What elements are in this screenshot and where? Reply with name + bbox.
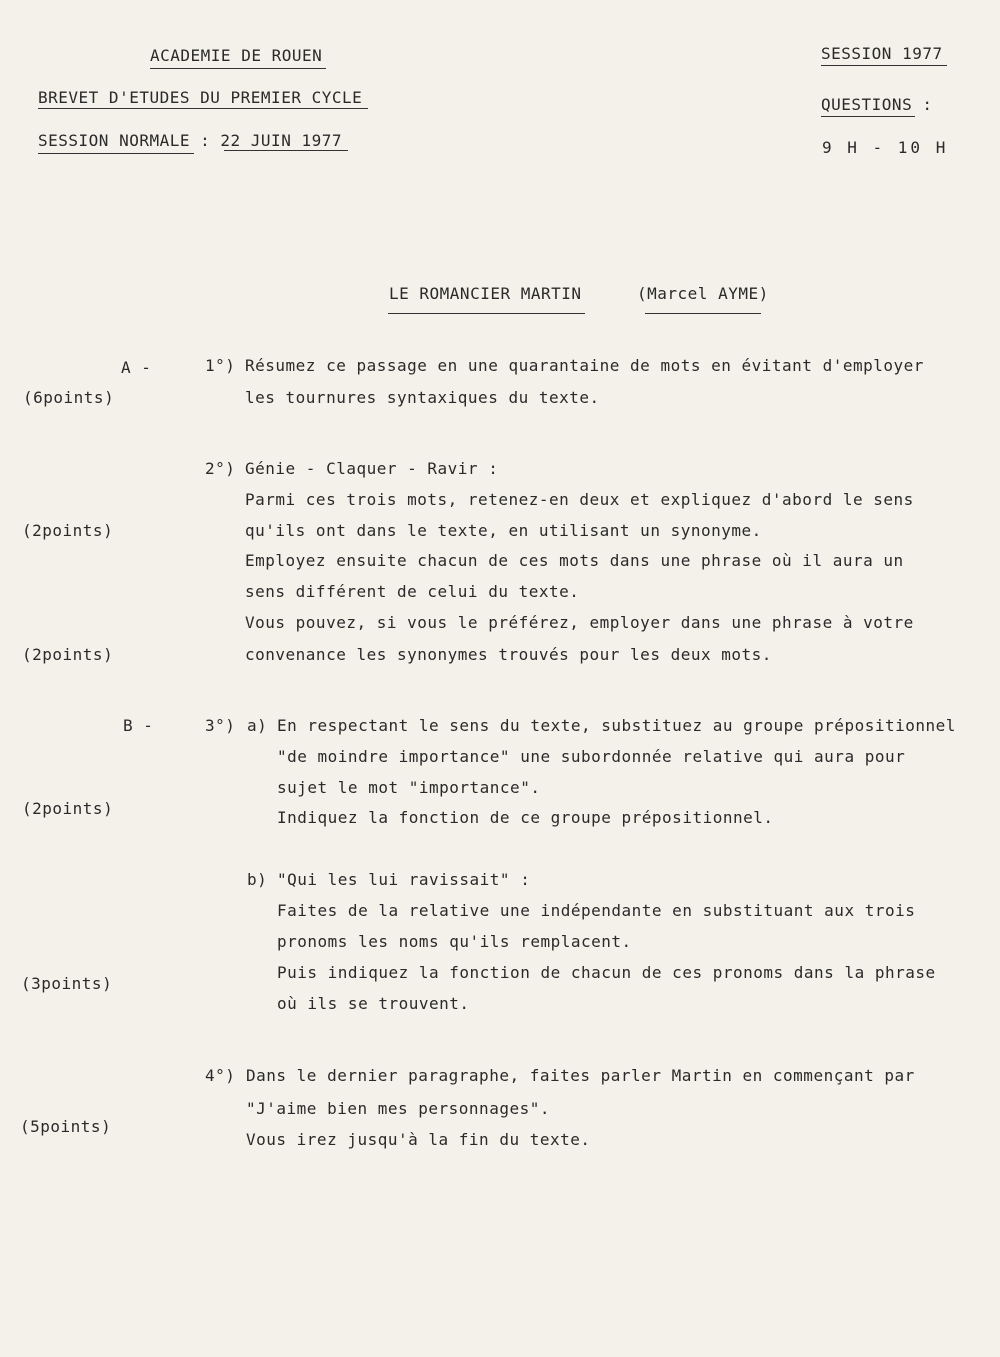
questions-label: QUESTIONS : [821,95,933,114]
q3b-line: Puis indiquez la fonction de chacun de ces pronoms dans la phrase [277,963,936,982]
q2-line: Parmi ces trois mots, retenez-en deux et expliquez d'abord le sens [245,490,914,509]
points-q3b: (3points) [21,974,113,993]
session-year-underline [821,65,947,66]
q3-number: 3°) [205,716,236,735]
academy-name: ACADEMIE DE ROUEN [150,46,323,65]
exam-name: BREVET D'ETUDES DU PREMIER CYCLE [38,88,363,107]
q3a-line: Indiquez la fonction de ce groupe prépositionnel. [277,808,774,827]
q3b-label: b) [247,870,268,889]
q4-line: "J'aime bien mes personnages". [246,1099,550,1118]
q3b-line: Faites de la relative une indépendante en substituant aux trois [277,901,916,920]
text-title: LE ROMANCIER MARTIN [389,284,582,303]
exam-time: 9 H - 10 H [822,138,949,157]
section-b-label: B - [123,716,154,735]
q4-line: Dans le dernier paragraphe, faites parler Martin en commençant par [246,1066,915,1085]
title-underline [388,313,585,314]
exam-name-underline [38,108,368,109]
points-q4: (5points) [20,1117,112,1136]
session-underline [38,153,194,154]
q2-line: Génie - Claquer - Ravir : [245,459,499,478]
author-underline [645,313,761,314]
q2-line: sens différent de celui du texte. [245,582,580,601]
q3a-line: En respectant le sens du texte, substituez au groupe prépositionnel [277,716,956,735]
points-q2-second: (2points) [22,645,114,664]
q3a-line: sujet le mot "importance". [277,778,541,797]
q4-line: Vous irez jusqu'à la fin du texte. [246,1130,591,1149]
q2-number: 2°) [205,459,236,478]
q3b-line: où ils se trouvent. [277,994,470,1013]
questions-underline [821,116,915,117]
q3b-line: "Qui les lui ravissait" : [277,870,531,889]
q2-line: Employez ensuite chacun de ces mots dans une phrase où il aura un [245,551,904,570]
section-a-label: A - [121,358,152,377]
q4-number: 4°) [205,1066,236,1085]
q1-line: les tournures syntaxiques du texte. [245,388,600,407]
text-author: (Marcel AYME) [637,284,769,303]
q1-line: Résumez ce passage en une quarantaine de mots en évitant d'employer [245,356,924,375]
q3b-line: pronoms les noms qu'ils remplacent. [277,932,632,951]
date-underline [224,150,348,151]
q2-line: qu'ils ont dans le texte, en utilisant un synonyme. [245,521,762,540]
q3a-line: "de moindre importance" une subordonnée relative qui aura pour [277,747,906,766]
session-year: SESSION 1977 [821,44,943,63]
points-q3a: (2points) [22,799,114,818]
q1-number: 1°) [205,356,236,375]
points-q2-first: (2points) [22,521,114,540]
academy-underline [150,68,326,69]
q3a-label: a) [247,716,268,735]
session-date: SESSION NORMALE : 22 JUIN 1977 [38,131,342,150]
q2-line: convenance les synonymes trouvés pour les deux mots. [245,645,772,664]
q2-line: Vous pouvez, si vous le préférez, employer dans une phrase à votre [245,613,914,632]
points-q1: (6points) [23,388,115,407]
